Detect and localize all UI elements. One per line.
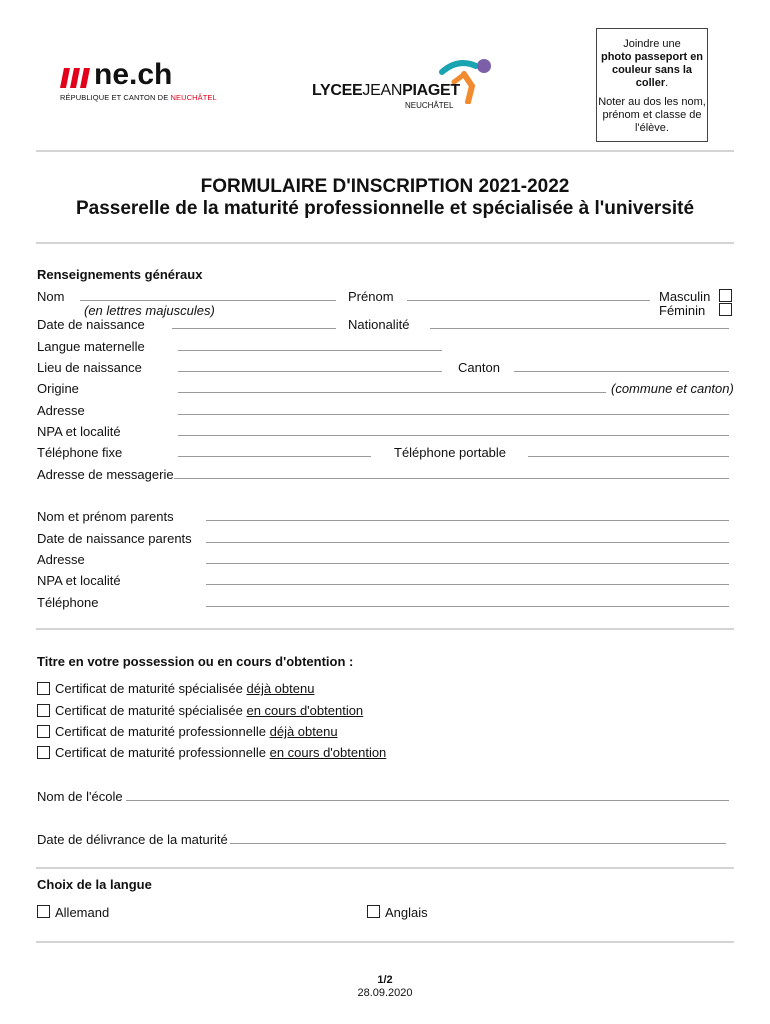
label-messagerie: Adresse de messagerie [37,467,174,482]
option-titre[interactable] [37,681,437,696]
checkbox-anglais[interactable] [367,905,380,918]
input-canton[interactable] [514,371,729,372]
label-origine-hint: (commune et canton) [611,381,734,396]
label-feminin: Féminin [659,303,706,318]
input-lieu-naissance[interactable] [178,371,442,372]
label-adresse: Adresse [37,403,85,418]
lycee-name-piaget: PIAGET [402,82,460,99]
lycee-name-jean: JEAN [362,82,403,99]
checkbox-titre[interactable] [37,746,50,759]
input-nom[interactable] [80,300,336,301]
lycee-logo [312,50,497,112]
ne-logo-subtitle-canton: NEUCHÂTEL [170,93,217,102]
footer-date: 28.09.2020 [357,987,413,999]
lycee-name: LYCEE [312,82,363,99]
checkbox-titre[interactable] [37,682,50,695]
ne-logo-subtitle: RÉPUBLIQUE ET CANTON DE [60,93,171,102]
label-parents-npa: NPA et localité [37,573,121,588]
input-parents-date[interactable] [206,542,729,543]
label-telephone-fixe: Téléphone fixe [37,445,123,460]
option-label: Certificat de maturité spécialisée [55,681,247,696]
photo-box: Joindre une photo passeport en couleur sans la coller. Noter au dos les nom, prénom et classe de l'élève. [596,28,708,142]
label-parents-telephone: Téléphone [37,595,99,610]
label-ecole: Nom de l'école [37,789,123,804]
checkbox-allemand[interactable] [37,905,50,918]
checkbox-titre[interactable] [37,704,50,717]
input-parents-adresse[interactable] [206,563,729,564]
label-origine: Origine [37,381,79,396]
label-date-naissance: Date de naissance [37,317,145,332]
input-telephone-portable[interactable] [528,456,729,457]
label-allemand: Allemand [55,905,110,920]
label-npa: NPA et localité [37,424,121,439]
input-adresse[interactable] [178,414,729,415]
label-nationalite: Nationalité [348,317,410,332]
label-parents-nom: Nom et prénom parents [37,509,174,524]
option-status: en cours d'obtention [269,745,387,760]
option-status: en cours d'obtention [246,703,364,718]
photo-box-line1: Joindre une [623,38,681,50]
input-parents-npa[interactable] [206,584,729,585]
option-allemand[interactable] [37,905,157,920]
ne-logo-mark-icon [60,68,94,88]
lycee-city: NEUCHÂTEL [405,101,454,110]
input-messagerie[interactable] [174,478,729,479]
divider [36,242,734,244]
input-npa[interactable] [178,435,729,436]
label-telephone-portable: Téléphone portable [394,445,507,460]
checkbox-titre[interactable] [37,725,50,738]
option-label: Certificat de maturité spécialisée [55,703,247,718]
option-anglais[interactable] [367,905,487,920]
section-heading-general: Renseignements généraux [37,267,203,282]
section-heading-titre: Titre en votre possession ou en cours d'obtention : [37,654,354,669]
label-anglais: Anglais [385,905,428,920]
input-date-naissance[interactable] [172,328,336,329]
photo-box-instruction: photo passeport en couleur sans la coller [600,51,704,89]
ne-logo-text: ne.ch [94,58,173,91]
input-ecole[interactable] [126,800,729,801]
input-telephone-fixe[interactable] [178,456,371,457]
label-canton: Canton [458,360,500,375]
option-status: déjà obtenu [269,724,338,739]
input-delivrance[interactable] [230,843,726,844]
checkbox-masculin[interactable] [719,289,732,302]
label-delivrance: Date de délivrance de la maturité [37,832,228,847]
divider [36,628,734,630]
label-lieu-naissance: Lieu de naissance [37,360,142,375]
label-prenom: Prénom [348,289,394,304]
label-parents-date: Date de naissance parents [37,531,192,546]
label-parents-adresse: Adresse [37,552,85,567]
option-titre[interactable] [37,703,437,718]
form-title: FORMULAIRE D'INSCRIPTION 2021-2022 [200,176,570,197]
input-langue-maternelle[interactable] [178,350,442,351]
input-prenom[interactable] [407,300,650,301]
photo-box-note: Noter au dos les nom, prénom et classe de l'élève. [598,96,706,134]
input-nationalite[interactable] [430,328,729,329]
input-parents-telephone[interactable] [206,606,729,607]
input-parents-nom[interactable] [206,520,729,521]
label-masculin: Masculin [659,289,711,304]
checkbox-feminin[interactable] [719,303,732,316]
divider [36,150,734,152]
section-heading-langue: Choix de la langue [37,877,152,892]
option-label: Certificat de maturité professionnelle [55,724,270,739]
option-titre[interactable] [37,724,437,739]
form-subtitle: Passerelle de la maturité professionnelle et spécialisée à l'université [75,198,695,219]
ne-logo [60,58,217,106]
input-origine[interactable] [178,392,606,393]
divider [36,941,734,943]
divider [36,867,734,869]
page-number: 1/2 [377,974,393,986]
label-nom: Nom [37,289,65,304]
label-nom-hint: (en lettres majuscules) [84,303,215,318]
option-status: déjà obtenu [246,681,315,696]
label-langue-maternelle: Langue maternelle [37,339,145,354]
option-titre[interactable] [37,745,437,760]
option-label: Certificat de maturité professionnelle [55,745,270,760]
